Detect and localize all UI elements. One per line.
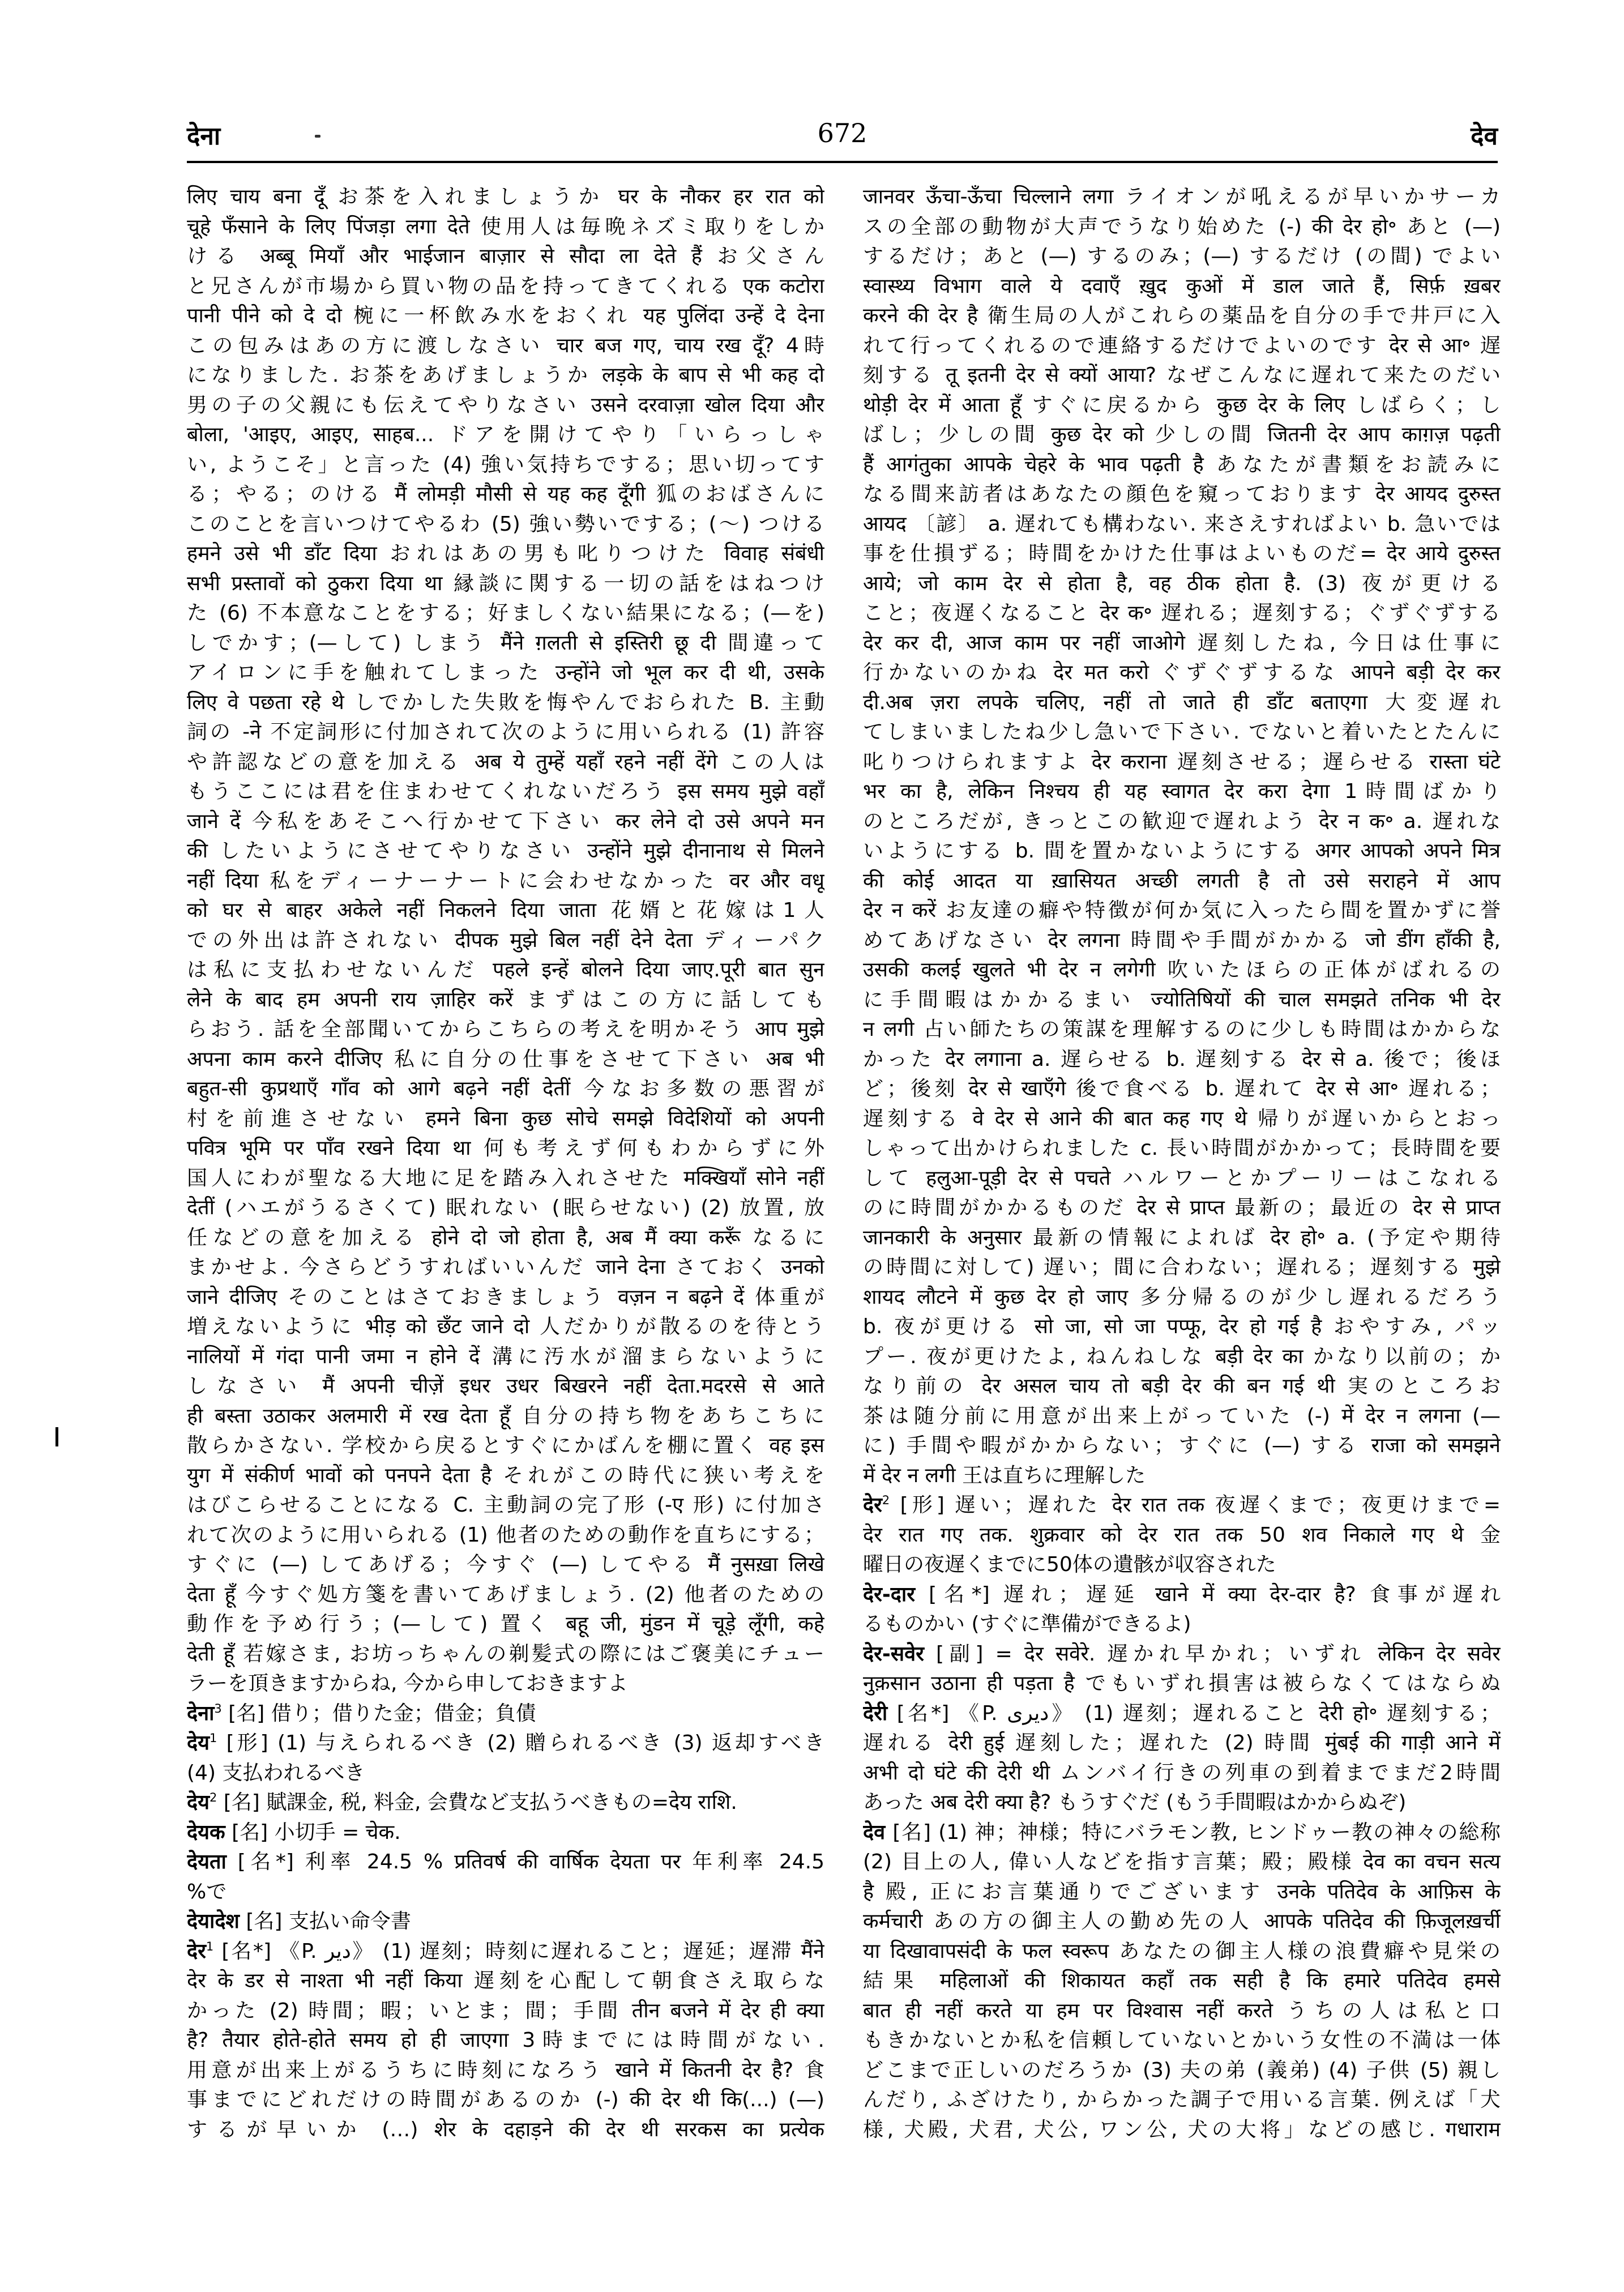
text-segment: 村を前進させない हमने बिना कुछ सोचे समझे विदेशियों को अपनी	[187, 1107, 824, 1130]
text-segment: हमने उसे भी डाँट दिया おれはあの男も叱りつけた विवाह संबंधी	[187, 542, 824, 565]
text-line	[187, 985, 824, 1015]
headword-superscript: 2	[882, 1493, 890, 1507]
text-line	[863, 1847, 1501, 1877]
text-segment: の時間に対して) 遅い；間に合わない；遅れる；遅刻する मुझे	[863, 1256, 1501, 1279]
text-segment: しゃって出かけられました c. 長い時間がかかって；長時間を要	[863, 1137, 1501, 1160]
text-line	[863, 1788, 1501, 1818]
text-segment: सभी प्रस्तावों को ठुकरा दिया था 縁談に関する一切の話をはねつけ	[187, 571, 824, 595]
text-segment: して हलुआ-पूड़ी देर से पचते ハルワーとかプーリーはこなれる	[863, 1166, 1501, 1190]
text-segment: 結果 महिलाओं की शिकायत कहाँ तक सही है कि हमारे पतिदेव हमसे	[863, 1969, 1501, 1992]
text-line	[863, 182, 1501, 212]
text-segment: [名*] 《P. ديرى》 (1) 遅刻；遅れること देरी हो॰ 遅刻する；	[887, 1701, 1501, 1725]
text-segment: उसकी कलई खुलते भी देर न लगेगी 吹いたほらの正体がばれるの	[863, 958, 1501, 981]
text-line	[187, 480, 824, 510]
text-segment: [形] (1) 与えられるべき (2) 贈られるべき (3) 返却すべき	[217, 1731, 824, 1755]
text-segment: [名] 支払い命令書	[239, 1910, 411, 1933]
text-line	[863, 1164, 1501, 1194]
headword-superscript: 2	[210, 1791, 217, 1804]
text-line	[187, 242, 824, 272]
text-segment: らおう. 話を全部聞いてからこちらの考えを明かそう आप मुझे	[187, 1018, 824, 1041]
text-line	[187, 1996, 824, 2026]
text-line	[863, 331, 1501, 361]
text-line	[187, 1342, 824, 1372]
text-line	[863, 1580, 1501, 1610]
text-segment: की कोई आदत या ख़ासियत अच्छी लगती है तो उसे सराहने में आप	[863, 869, 1501, 893]
text-line	[187, 599, 824, 629]
text-line	[863, 242, 1501, 272]
text-segment: कर्मचारी あの方の御主人の勤め先の人 आपके पतिदेव की फ़िजूलख़र्ची	[863, 1910, 1501, 1933]
text-segment: しなさい मैं अपनी चीज़ें इधर उधर बिखरने नहीं देता.मदरसे से आते	[187, 1375, 824, 1398]
text-segment: かった (2) 時間；暇；いとま；間；手間 तीन बजने में देर ही क्या	[187, 1999, 824, 2022]
text-line	[187, 331, 824, 361]
text-segment: なり前の देर असल चाय तो बड़ी देर की बन गई थी 実のところお	[863, 1375, 1501, 1398]
text-line	[863, 1104, 1501, 1134]
headword: देरी	[863, 1701, 888, 1725]
text-segment: 叱りつけられますよ देर कराना 遅刻させる；遅らせる रास्ता घंटे	[863, 750, 1501, 774]
text-line	[187, 361, 824, 391]
text-line	[187, 1818, 824, 1848]
text-segment: るものかい (すぐに準備ができるよ)	[863, 1612, 1191, 1636]
text-line	[187, 1966, 824, 1996]
text-line	[187, 718, 824, 748]
text-segment: するが早いか (…) शेर के दहाड़ने की देर थी सरकस का प्रत्येक	[187, 2118, 824, 2141]
text-segment: もうここには君を住まわせてくれないだろう इस समय मुझे वहाँ	[187, 780, 824, 803]
text-line	[187, 1193, 824, 1223]
text-line	[187, 450, 824, 480]
text-segment: れて次のように用いられる (1) 他者のための動作を直ちにする；	[187, 1523, 824, 1547]
text-line	[863, 569, 1501, 599]
text-line	[187, 1491, 824, 1521]
text-segment: 遅れる देरी हुई 遅刻した；遅れた (2) 時間 मुंबई की गाड़ी आने में	[863, 1731, 1501, 1755]
text-segment: लिए वे पछता रहे थे しでかした失敗を悔やんでおられた B. 主動	[187, 690, 824, 714]
text-segment: 詞の -ने 不定詞形に付加されて次のように用いられる (1) 許容	[187, 720, 824, 744]
text-segment: है 殿, 正にお言葉通りでございます उनके पतिदेव के आफ़िस के	[863, 1880, 1501, 1903]
text-segment: は私に支払わせないんだ पहले इन्हें बोलने दिया जाए.पूरी बात सुन	[187, 958, 824, 981]
text-line	[863, 480, 1501, 510]
text-line	[863, 926, 1501, 956]
text-line	[187, 272, 824, 302]
text-line	[187, 1223, 824, 1253]
text-segment: देर के डर से नाश्ता भी नहीं किया 遅刻を心配して朝食さえ取らな	[187, 1969, 824, 1992]
text-segment: %で	[187, 1880, 227, 1903]
headword: देर	[863, 1493, 882, 1517]
text-line	[187, 182, 824, 212]
text-segment: めてあげなさい देर लगना 時間や手間がかかる जो डींग हाँकी है,	[863, 928, 1501, 952]
text-line	[863, 2085, 1501, 2115]
text-segment: [名] 借り；借りた金；借金；負債	[221, 1701, 536, 1725]
text-line	[187, 629, 824, 659]
text-segment: 茶は随分前に用意が出来上がっていた (-) में देर न लगना (—	[863, 1404, 1501, 1428]
text-segment: ばし；少しの間 कुछ देर को 少しの間 जितनी देर आप काग़ज़ पढ़ती	[863, 423, 1501, 446]
text-line	[187, 1045, 824, 1075]
text-line	[187, 1461, 824, 1491]
text-line	[187, 777, 824, 807]
text-segment: た (6) 不本意なことをする；好ましくない結果になる；(—を)	[187, 601, 824, 625]
text-segment: अपना काम करने दीजिए 私に自分の仕事をさせて下さい अब भी	[187, 1047, 824, 1071]
text-line	[863, 1074, 1501, 1104]
text-segment: भर का है, लेकिन निश्चय ही यह स्वागत देर करा देगा 1時間ばかり	[863, 780, 1501, 803]
text-segment: なる間来訪者はあなたの顔色を窺っております देर आयद दुरुस्त	[863, 483, 1501, 506]
header-guideword-right: देव	[1471, 122, 1498, 151]
text-segment: に) 手間や暇がかからない；すぐに (—) する राजा को समझने	[863, 1434, 1501, 1457]
text-segment: はびこらせることになる C. 主動詞の完了形 (-ए 形) に付加さ	[187, 1493, 824, 1517]
headword: देव	[863, 1820, 886, 1844]
text-segment: になりました. お茶をあげましょうか लड़के के बाप से भी कह दो	[187, 364, 824, 387]
text-line	[863, 599, 1501, 629]
text-line	[863, 1759, 1501, 1789]
text-segment: युग में संकीर्ण भावों को पनपने देता है それがこの時代に狭い考えを	[187, 1463, 824, 1487]
text-segment: 刻する तू इतनी देर से क्यों आया? なぜこんなに遅れて来たのだい	[863, 364, 1501, 387]
text-line	[187, 867, 824, 897]
text-segment: この包みはあの方に渡しなさい चार बज गए, चाय रख दूँ? 4時	[187, 334, 824, 357]
text-segment: や許認などの意を加える अब ये तुम्हें यहाँ रहने नहीं देंगे この人は	[187, 750, 824, 774]
text-line	[863, 1045, 1501, 1075]
text-line	[187, 1164, 824, 1194]
text-line	[187, 1640, 824, 1670]
text-line	[863, 896, 1501, 926]
text-line	[187, 420, 824, 450]
text-segment: [名] 小切手 = चेक.	[225, 1820, 401, 1844]
text-line	[187, 1104, 824, 1134]
text-segment: (2) 目上の人, 偉い人などを指す言葉；殿；殿様 देव का वचन सत्य	[863, 1850, 1501, 1873]
text-line	[187, 510, 824, 540]
text-segment: लेने के बाद हम अपनी राय ज़ाहिर करें まずはこの方に話しても	[187, 988, 824, 1011]
text-segment: देर न करें お友達の癖や特徴が何か気に入ったら間を置かずに誉	[863, 899, 1501, 922]
headword: देयादेश	[187, 1910, 240, 1933]
header-rule	[187, 161, 1498, 163]
text-segment: में देर न लगी 王は直ちに理解した	[863, 1463, 1146, 1487]
text-line	[187, 2085, 824, 2115]
text-segment: での外出は許されない दीपक मुझे बिल नहीं देने देता ディーパク	[187, 928, 824, 952]
text-segment: जानकारी के अनुसार 最新の情報によれば देर हो॰ a. (予定や期待	[863, 1226, 1501, 1249]
headword: देयक	[187, 1820, 225, 1844]
text-segment: すぐに (—) してあげる；今すぐ (—) してやる मैं नुसख़ा लिखे	[187, 1553, 824, 1576]
text-line	[863, 2026, 1501, 2056]
text-line	[187, 391, 824, 421]
text-segment: 事を仕損ずる；時間をかけた仕事はよいものだ= देर आये दुरुस्त	[863, 542, 1501, 565]
text-segment: アイロンに手を触れてしまった उन्होंने जो भूल कर दी थी, उसके	[187, 661, 824, 684]
text-segment: ही बस्ता उठाकर अलमारी में रख देता हूँ 自分の持ち物をあちこちに	[187, 1404, 824, 1428]
text-line	[863, 1669, 1501, 1699]
text-line	[187, 1312, 824, 1342]
text-line	[187, 807, 824, 837]
text-line	[187, 1431, 824, 1461]
text-line	[863, 1461, 1501, 1491]
text-line	[863, 510, 1501, 540]
text-segment: देर कर दी, आज काम पर नहीं जाओगे 遅刻したね, 今日は仕事に	[863, 631, 1501, 655]
page-header	[187, 118, 1498, 152]
text-segment: चूहे फँसाने के लिए पिंजड़ा लगा देते 使用人は毎晩ネズミ取りをしか	[187, 215, 824, 238]
text-line	[863, 1283, 1501, 1313]
text-line	[187, 1759, 824, 1789]
text-segment: と兄さんが市場から買い物の品を持ってきてくれる एक कटोरा	[187, 274, 824, 298]
text-line	[187, 2115, 824, 2145]
text-segment: 散らかさない. 学校から戻るとすぐにかばんを棚に置く वह इस	[187, 1434, 824, 1457]
text-line	[863, 867, 1501, 897]
text-segment: 任などの意を加える होने दो जो होता है, अब मैं क्या करूँ なるに	[187, 1226, 824, 1249]
text-line	[863, 1193, 1501, 1223]
right-column	[863, 182, 1501, 2145]
text-segment: のところだが, きっとこの歓迎で遅れよう देर न क॰ a. 遅れな	[863, 809, 1501, 833]
text-line	[863, 629, 1501, 659]
text-segment: 遅刻する वे देर से आने की बात कह गए थे 帰りが遅いからとおっ	[863, 1107, 1501, 1130]
text-line	[187, 1907, 824, 1937]
text-line	[187, 1074, 824, 1104]
text-segment: को घर से बाहर अकेले नहीं निकलने दिया जाता 花婿と花嫁は1人	[187, 899, 824, 922]
headword: देयता	[187, 1850, 226, 1873]
text-columns	[187, 182, 1501, 2145]
text-line	[863, 836, 1501, 867]
headword: देय	[187, 1791, 210, 1814]
text-line	[863, 450, 1501, 480]
headword: देर-दार	[863, 1582, 915, 1606]
left-column	[187, 182, 824, 2145]
text-line	[863, 1223, 1501, 1253]
text-segment: [形] 遅い；遅れた देर रात तक 夜遅くまで；夜更けまで=	[890, 1493, 1501, 1517]
text-line	[863, 1521, 1501, 1551]
text-line	[187, 1699, 824, 1729]
text-line	[187, 569, 824, 599]
text-line	[863, 212, 1501, 242]
text-line	[863, 1907, 1501, 1937]
text-line	[863, 2115, 1501, 2145]
text-segment: है? तैयार होते-होते समय हो ही जाएगा 3時までには時間がない.	[187, 2029, 824, 2052]
text-segment: पानी पीने को दे दो 椀に一杯飲み水をおくれ यह पुलिंदा उन्हें दे देना	[187, 304, 824, 327]
text-line	[863, 301, 1501, 331]
text-line	[863, 1015, 1501, 1045]
text-line	[187, 1610, 824, 1640]
margin-mark	[55, 1427, 58, 1446]
text-line	[187, 748, 824, 778]
text-line	[863, 807, 1501, 837]
text-line	[863, 361, 1501, 391]
text-line	[187, 2026, 824, 2056]
headword-superscript: 1	[206, 1939, 214, 1953]
page-number: 672	[817, 118, 867, 148]
text-line	[187, 1877, 824, 1907]
text-segment: ける अब्बू मियाँ और भाईजान बाज़ार से सौदा ला देते हैं お父さん	[187, 245, 824, 268]
text-line	[187, 1550, 824, 1580]
text-line	[863, 748, 1501, 778]
headword: देना	[187, 1701, 215, 1725]
text-line	[187, 1015, 824, 1045]
text-segment: स्वास्थ्य विभाग वाले ये दवाएँ ख़ुद कुओं में डाल जाते हैं, सिर्फ़ ख़बर	[863, 274, 1501, 298]
text-segment: [名*] 遅れ；遅延 खाने में क्या देर-दार है? 食事が遅れ	[914, 1582, 1501, 1606]
text-line	[863, 2056, 1501, 2086]
text-line	[187, 1134, 824, 1164]
text-line	[187, 1521, 824, 1551]
text-line	[187, 539, 824, 569]
text-segment: b. 夜が更ける सो जा, सो जा पप्फू, देर हो गई है おやすみ, パッ	[863, 1315, 1501, 1338]
text-line	[863, 1402, 1501, 1432]
text-line	[863, 955, 1501, 985]
text-line	[863, 1640, 1501, 1670]
text-segment: दी.अब ज़रा लपके चलिए, नहीं तो जाते ही डाँट बताएगा 大変遅れ	[863, 690, 1501, 714]
text-line	[187, 658, 824, 688]
text-segment: पवित्र भूमि पर पाँव रखने दिया था 何も考えず何もわからずに外	[187, 1137, 824, 1160]
text-line	[863, 1253, 1501, 1283]
text-segment: スの全部の動物が大声でうなり始めた (-) की देर हो॰ あと (—)	[863, 215, 1501, 238]
text-line	[863, 391, 1501, 421]
text-line	[187, 1788, 824, 1818]
text-segment: [名] (1) 神；神様；特にバラモン教, ヒンドゥー教の神々の総称	[885, 1820, 1501, 1844]
text-segment: शायद लौटने में कुछ देर हो जाए 多分帰るのが少し遅れるだろう	[863, 1285, 1501, 1309]
text-segment: かった देर लगाना a. 遅らせる b. 遅刻する देर से a. 後で；後ほ	[863, 1047, 1501, 1071]
headword: देर	[187, 1939, 206, 1963]
text-line	[863, 1699, 1501, 1729]
text-line	[187, 1937, 824, 1967]
text-line	[187, 1283, 824, 1313]
text-line	[187, 301, 824, 331]
text-segment: करने की देर है 衛生局の人がこれらの薬品を自分の手で井戸に入	[863, 304, 1501, 327]
text-line	[863, 1996, 1501, 2026]
text-segment: まかせよ. 今さらどうすればいいんだ जाने देना さておく उनको	[187, 1256, 824, 1279]
text-segment: थोड़ी देर में आता हूँ すぐに戻るから कुछ देर के लिए しばらく；し	[863, 393, 1501, 417]
text-line	[863, 1728, 1501, 1759]
text-line	[863, 272, 1501, 302]
text-line	[187, 1847, 824, 1877]
text-line	[187, 688, 824, 718]
text-segment: 事までにどれだけの時間があるのか (-) की देर थी कि(...) (—)	[187, 2088, 824, 2111]
ink-speck	[315, 135, 320, 138]
text-segment: बात ही नहीं करते या हम पर विश्वास नहीं करते うちの人は私と口	[863, 1999, 1501, 2022]
text-segment: もきかないとか私を信頼していないとかいう女性の不満は一体	[863, 2029, 1501, 2052]
text-segment: 男の子の父親にも伝えてやりなさい उसने दरवाज़ा खोल दिया और	[187, 393, 824, 417]
text-segment: आयद 〔諺〕 a. 遅れても構わない. 来さえすればよい b. 急いでは	[863, 512, 1501, 536]
text-line	[187, 926, 824, 956]
text-line	[187, 1669, 824, 1699]
text-segment: देती हूँ 若嫁さま, お坊っちゃんの剃髪式の際にはご褒美にチュー	[187, 1642, 824, 1666]
text-segment: ラーを頂きますからね, 今から申しておきますよ	[187, 1672, 628, 1695]
text-segment: जानवर ऊँचा-ऊँचा चिल्लाने लगा ライオンが吼えるが早いかサーカ	[863, 185, 1501, 208]
text-segment: このことを言いつけてやるわ (5) 強い勢いでする；(〜) つける	[187, 512, 824, 536]
text-line	[863, 420, 1501, 450]
text-segment: की したいようにさせてやりなさい उन्होंने मुझे दीनानाथ से मिलने	[187, 839, 824, 863]
text-segment: 国人にわが聖なる大地に足を踏み入れさせた मक्खियाँ सोने नहीं	[187, 1166, 824, 1190]
text-line	[863, 1312, 1501, 1342]
headword-superscript: 1	[210, 1731, 217, 1745]
text-segment: अभी दो घंटे की देरी थी ムンバイ行きの列車の到着までまだ2時間	[863, 1761, 1501, 1785]
text-line	[187, 2056, 824, 2086]
text-line	[187, 955, 824, 985]
text-segment: 動作を予め行う；(—して) 置く बहू जी, मुंडन में चूड़े लूँगी, कहे	[187, 1612, 824, 1636]
text-segment: こと；夜遅くなること देर क॰ 遅れる；遅刻する；ぐずぐずする	[863, 601, 1501, 625]
text-line	[187, 1372, 824, 1402]
text-segment: [名*] 《P. دير》 (1) 遅刻；時刻に遅れること；遅延；遅滞 मैंने	[213, 1939, 824, 1963]
text-segment: जाने दीजिए そのことはさておきましょう वज़न न बढ़ने दें 体重が	[187, 1285, 824, 1309]
text-segment: न लगी 占い師たちの策謀を理解するのに少しも時間はかからな	[863, 1018, 1501, 1041]
text-line	[187, 1402, 824, 1432]
text-segment: 増えないように भीड़ को छँट जाने दो 人だかりが散るのを待とう	[187, 1315, 824, 1338]
text-segment: आये; जो काम देर से होता है, वह ठीक होता है. (3) 夜が更ける	[863, 571, 1501, 595]
text-line	[863, 985, 1501, 1015]
text-segment: बहुत-सी कुप्रथाएँ गाँव को आगे बढ़ने नहीं देतीं 今なお多数の悪習が	[187, 1077, 824, 1100]
text-segment: (4) 支払われるべき	[187, 1761, 365, 1785]
text-segment: れて行ってくれるので連絡するだけでよいのです देर से आ॰ 遅	[863, 334, 1501, 357]
text-segment: लिए चाय बना दूँ お茶を入れましょうか घर के नौकर हर रात को	[187, 185, 824, 208]
text-segment: देर रात गए तक. शुक्रवार को देर रात तक 50 शव निकाले गए थे 金	[863, 1523, 1501, 1547]
text-segment: どこまで正しいのだろうか (3) 夫の弟 (義弟) (4) 子供 (5) 親し	[863, 2058, 1501, 2082]
text-segment: नहीं दिया 私をディーナーナートに会わせなかった वर और वधू	[187, 869, 824, 893]
text-line	[863, 688, 1501, 718]
text-line	[863, 1550, 1501, 1580]
text-line	[863, 1818, 1501, 1848]
text-segment: नुक़सान उठाना ही पड़ता है でもいずれ損害は被らなくてはならぬ	[863, 1672, 1501, 1695]
text-segment: 様, 犬殿, 犬君, 犬公, ワン公, 犬の大将」などの感じ. गधाराम	[863, 2118, 1501, 2141]
text-line	[863, 1491, 1501, 1521]
text-segment: プー. 夜が更けたよ, ねんねしな बड़ी देर का かなり以前の；か	[863, 1345, 1501, 1368]
text-segment: あった अब देरी क्या है? もうすぐだ (もう手間暇はかからぬぞ)	[863, 1791, 1407, 1814]
text-line	[187, 896, 824, 926]
text-segment: हैं आगंतुका आपके चेहरे के भाव पढ़ती है あなたが書類をお読みに	[863, 453, 1501, 476]
text-segment: 用意が出来上がるうちに時刻になろう खाने में कितनी देर है? 食	[187, 2058, 824, 2082]
text-segment: のに時間がかかるものだ देर से प्राप्त 最新の；最近の देर से प्राप्त	[863, 1196, 1501, 1219]
text-segment: てしまいましたね少し急いで下さい. でないと着いたとたんに	[863, 720, 1501, 744]
text-segment: देतीं (ハエがうるさくて) 眠れない (眠らせない) (2) 放置, 放	[187, 1196, 824, 1219]
text-segment: [名] 賦課金, 税, 料金, 会費など支払うべきもの=देय राशि.	[217, 1791, 737, 1814]
text-segment: नालियों में गंदा पानी जमा न होने दें 溝に汚水が溜まらないように	[187, 1345, 824, 1368]
text-line	[863, 539, 1501, 569]
text-line	[863, 1134, 1501, 1164]
text-line	[187, 212, 824, 242]
text-segment: बोला, 'आइए, आइए, साहब... ドアを開けてやり「いらっしゃ	[187, 423, 824, 446]
text-line	[863, 1937, 1501, 1967]
text-segment: る；やる；のける मैं लोमड़ी मौसी से यह कह दूँगी 狐のおばさんに	[187, 483, 824, 506]
text-segment: するだけ；あと (—) するのみ；(—) するだけ (の間) でよい	[863, 245, 1501, 268]
headword: देय	[187, 1731, 210, 1755]
text-line	[863, 658, 1501, 688]
text-segment: देता हूँ 今すぐ処方箋を書いてあげましょう. (2) 他者のための	[187, 1582, 824, 1606]
text-line	[863, 1342, 1501, 1372]
text-segment: [副] = देर सवेरे. 遅かれ早かれ；いずれ लेकिन देर सवेर	[924, 1642, 1501, 1666]
text-line	[863, 777, 1501, 807]
text-line	[187, 1728, 824, 1759]
text-segment: に手間暇はかかるまい ज्योतिषियों की चाल समझते तनिक भी देर	[863, 988, 1501, 1011]
text-segment: या दिखावापसंदी के फल स्वरूप あなたの御主人様の浪費癖や見栄の	[863, 1939, 1501, 1963]
text-segment: जाने दें 今私をあそこへ行かせて下さい कर लेने दो उसे अपने मन	[187, 809, 824, 833]
text-line	[187, 1253, 824, 1283]
text-segment: 行かないのかね देर मत करो ぐずぐずするな आपने बड़ी देर कर	[863, 661, 1501, 684]
text-line	[863, 1431, 1501, 1461]
text-segment: しでかす；(—して) しまう मैंने ग़लती से इस्तिरी छू दी 間違って	[187, 631, 824, 655]
text-segment: ど；後刻 देर से खाएँगे 後で食べる b. 遅れて देर से आ॰ 遅れる；	[863, 1077, 1501, 1100]
text-segment: いようにする b. 間を置かないようにする अगर आपको अपने मित्र	[863, 839, 1501, 863]
header-guideword-left: देना	[187, 122, 221, 151]
text-line	[863, 1966, 1501, 1996]
headword-superscript: 3	[214, 1701, 222, 1715]
text-segment: い, ようこそ」と言った (4) 強い気持ちでする；思い切ってす	[187, 453, 824, 476]
text-segment: 曜日の夜遅くまでに50体の遺骸が収容された	[863, 1553, 1276, 1576]
text-line	[863, 1372, 1501, 1402]
text-line	[187, 1580, 824, 1610]
headword: देर-सवेर	[863, 1642, 924, 1666]
text-line	[863, 1877, 1501, 1907]
text-line	[863, 1610, 1501, 1640]
text-line	[187, 836, 824, 867]
text-segment: んだり, ふざけたり, からかった調子で用いる言葉. 例えば「犬	[863, 2088, 1501, 2111]
text-line	[863, 718, 1501, 748]
text-segment: [名*] 利率 24.5 % प्रतिवर्ष की वार्षिक देयता पर 年利率 24.5	[226, 1850, 824, 1873]
